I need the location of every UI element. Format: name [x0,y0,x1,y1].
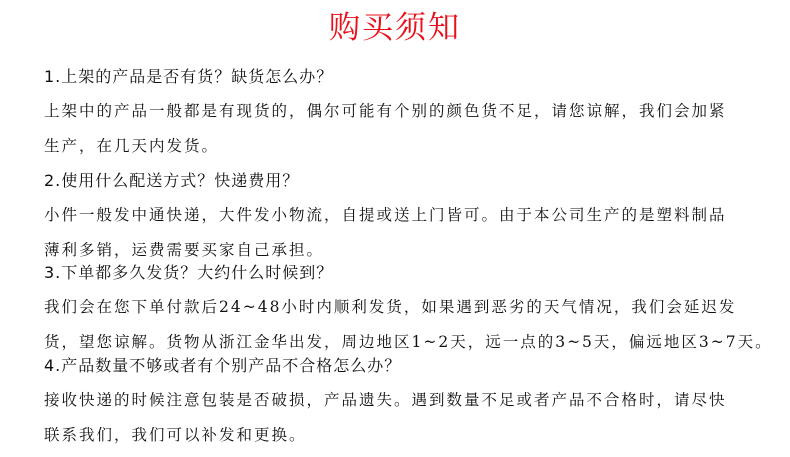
faq-question-4: 4.产品数量不够或者有个别产品不合格怎么办？ [44,356,402,375]
faq-answer-4 [44,383,727,453]
faq-question-2: 2.使用什么配送方式？快递费用？ [44,171,300,190]
faq-question-3: 3.下单都多久发货？大约什么时候到？ [44,263,334,282]
faq-item-4 [44,355,727,453]
page-title: 购买须知 [329,10,461,46]
faq-answer-3 [44,290,773,360]
faq-answer-4-line-2: 联系我们，我们可以补发和更换。 [44,426,307,444]
faq-question-1: 1.上架的产品是否有货？缺货怎么办？ [44,67,334,86]
faq-item-1 [44,66,727,164]
faq-answer-1-line-1: 上架中的产品一般都是有现货的，偶尔可能有个别的颜色货不足，请您谅解，我们会加紧 [44,102,727,120]
faq-answer-2 [44,198,727,268]
faq-answer-4-line-1: 接收快递的时候注意包装是否破损，产品遗失。遇到数量不足或者产品不合格时，请尽快 [44,391,727,409]
faq-item-3 [44,262,773,360]
faq-item-2 [44,170,727,268]
faq-answer-3-line-2: 货，望您谅解。货物从浙江金华出发，周边地区1~2天，远一点的3~5天，偏远地区3~7天。 [44,333,773,351]
faq-answer-1-line-2: 生产，在几天内发货。 [44,137,220,155]
faq-answer-2-line-1: 小件一般发中通快递，大件发小物流，自提或送上门皆可。由于本公司生产的是塑料制品 [44,206,727,224]
faq-answer-1 [44,94,727,164]
faq-answer-3-line-1: 我们会在您下单付款后24~48小时内顺利发货，如果遇到恶劣的天气情况，我们会延迟发 [44,298,737,316]
faq-answer-2-line-2: 薄利多销，运费需要买家自己承担。 [44,241,325,259]
